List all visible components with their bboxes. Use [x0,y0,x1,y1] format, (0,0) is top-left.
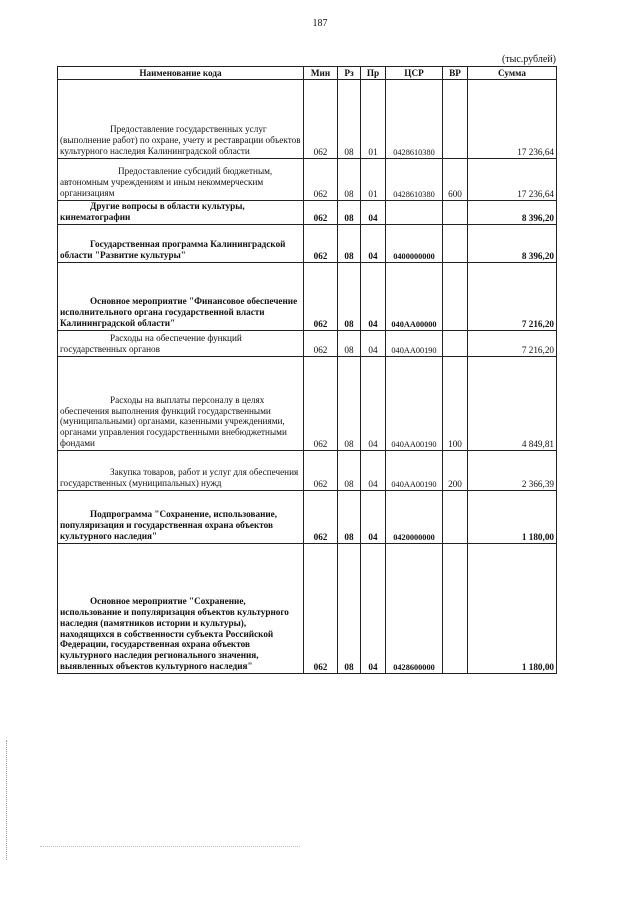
row-vr [443,201,468,225]
row-name: Расходы на выплаты персоналу в целях обеспечения выполнения функций государственными (муниципальными) органами, казенными учреждениями, органами управления государственными внебюджетными фондами [58,357,304,451]
row-pr: 04 [361,263,386,331]
row-rz: 08 [338,263,361,331]
row-min: 062 [304,491,338,544]
table-row [58,544,557,674]
table-row [58,357,557,451]
row-sum: 4 849,81 [468,357,557,451]
row-sum: 17 236,64 [468,80,557,159]
row-name: Подпрограмма "Сохранение, использование, популяризация и государственная охрана объектов культурного наследия" [58,491,304,544]
row-name: Закупка товаров, работ и услуг для обеспечения государственных (муниципальных) нужд [58,451,304,491]
row-pr: 04 [361,451,386,491]
row-vr [443,263,468,331]
row-vr: 100 [443,357,468,451]
row-pr: 04 [361,225,386,263]
row-vr [443,491,468,544]
row-sum: 2 366,39 [468,451,557,491]
row-vr [443,331,468,357]
row-pr: 04 [361,201,386,225]
page-number: 187 [312,18,328,29]
header-name: Наименование кода [58,67,304,80]
row-csr: 0428610380 [386,159,443,201]
row-sum: 8 396,20 [468,201,557,225]
table-row [58,201,557,225]
header-min: Мин [304,67,338,80]
row-rz: 08 [338,544,361,674]
row-rz: 08 [338,225,361,263]
row-csr: 040АА00190 [386,451,443,491]
row-rz: 08 [338,357,361,451]
row-sum: 7 216,20 [468,263,557,331]
header-csr: ЦСР [386,67,443,80]
table-row [58,331,557,357]
row-rz: 08 [338,201,361,225]
row-name: Предоставление государственных услуг (выполнение работ) по охране, учету и реставрации объектов культурного наследия Калининградской области [58,80,304,159]
row-csr: 040АА00000 [386,263,443,331]
table-row [58,263,557,331]
row-csr: 0420000000 [386,491,443,544]
row-csr: 0428600000 [386,544,443,674]
row-name: Предоставление субсидий бюджетным, автономным учреждениям и иным некоммерческим организациям [58,159,304,201]
row-min: 062 [304,451,338,491]
row-min: 062 [304,544,338,674]
table-row [58,451,557,491]
scan-margin-marks [6,740,8,860]
row-name: Расходы на обеспечение функций государственных органов [58,331,304,357]
scan-bottom-marks [40,846,300,848]
row-name: Государственная программа Калининградской области "Развитие культуры" [58,225,304,263]
row-min: 062 [304,331,338,357]
budget-table [57,66,557,674]
row-sum: 7 216,20 [468,331,557,357]
row-pr: 01 [361,159,386,201]
header-vr: ВР [443,67,468,80]
row-rz: 08 [338,80,361,159]
row-sum: 17 236,64 [468,159,557,201]
row-vr [443,225,468,263]
header-rz: Рз [338,67,361,80]
table-row [58,225,557,263]
row-min: 062 [304,263,338,331]
row-pr: 04 [361,357,386,451]
row-vr: 600 [443,159,468,201]
row-name: Основное мероприятие "Сохранение, использование и популяризация объектов культурного наследия (памятников истории и культуры), находящихся в собственности субъекта Российской Федерации, государственная охрана объектов культурного наследия регионального значения, выявленных объектов культурного наследия" [58,544,304,674]
row-min: 062 [304,201,338,225]
row-name: Основное мероприятие "Финансовое обеспечение исполнительного органа государственной власти Калининградской области" [58,263,304,331]
row-sum: 1 180,00 [468,491,557,544]
header-sum: Сумма [468,67,557,80]
row-rz: 08 [338,451,361,491]
table-row [58,159,557,201]
row-vr: 200 [443,451,468,491]
row-min: 062 [304,159,338,201]
row-min: 062 [304,357,338,451]
table-header-row [58,67,557,80]
header-pr: Пр [361,67,386,80]
row-csr [386,201,443,225]
row-min: 062 [304,225,338,263]
row-pr: 01 [361,80,386,159]
table-row [58,80,557,159]
row-csr: 040АА00190 [386,331,443,357]
row-rz: 08 [338,491,361,544]
units-label: (тыс.рублей) [501,54,556,65]
row-vr [443,80,468,159]
row-rz: 08 [338,331,361,357]
row-pr: 04 [361,331,386,357]
table-row [58,491,557,544]
row-name: Другие вопросы в области культуры, кинематографии [58,201,304,225]
row-csr: 0428610380 [386,80,443,159]
row-sum: 1 180,00 [468,544,557,674]
row-sum: 8 396,20 [468,225,557,263]
row-pr: 04 [361,544,386,674]
row-min: 062 [304,80,338,159]
row-csr: 0400000000 [386,225,443,263]
row-pr: 04 [361,491,386,544]
row-vr [443,544,468,674]
row-rz: 08 [338,159,361,201]
row-csr: 040АА00190 [386,357,443,451]
